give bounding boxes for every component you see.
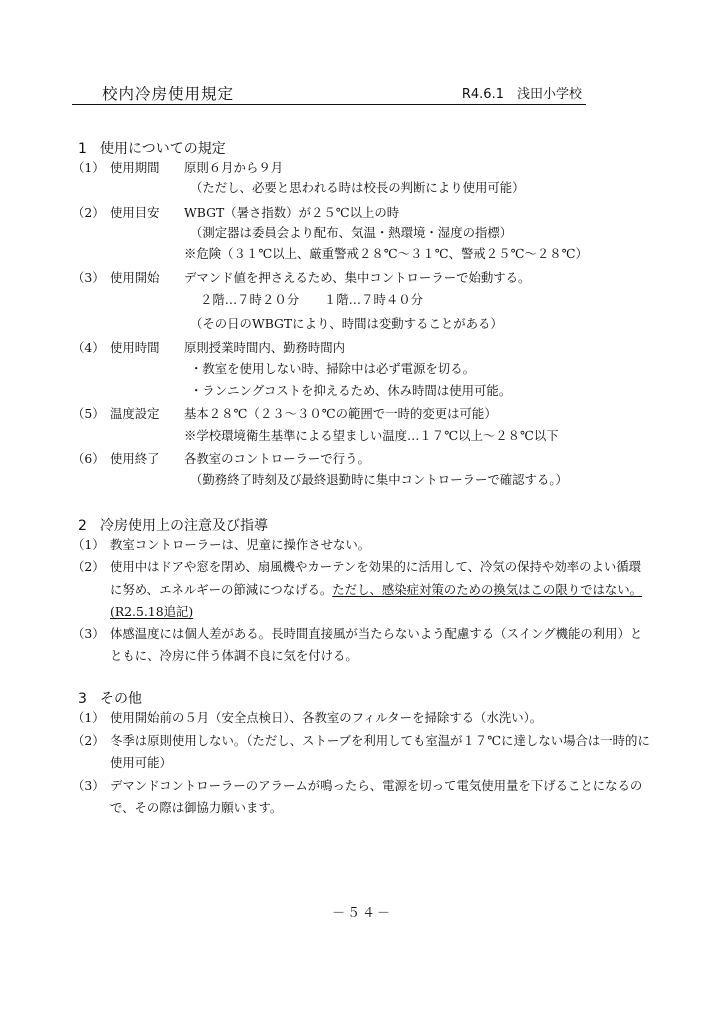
item-text: で、その際は御協力願います。 xyxy=(110,800,283,815)
item-label: 使用期間 xyxy=(110,160,160,175)
item-number: （1） xyxy=(72,537,105,552)
item-subtext: （ただし、必要と思われる時は校長の判断により使用可能） xyxy=(190,180,525,195)
item-text: 使用開始前の５月（安全点検日）、各教室のフィルターを掃除する（水洗い）。 xyxy=(110,710,543,725)
item-text: 体感温度には個人差がある。長時間直接風が当たらないよう配慮する（スイング機能の利用）と xyxy=(110,626,643,641)
item-subtext: ※学校環境衛生基準による望ましい温度…１７℃以上～２８℃以下 xyxy=(184,428,559,443)
section-number: 2 xyxy=(78,518,87,534)
item-text: 原則授業時間内、勤務時間内 xyxy=(184,340,346,355)
item-text: 教室コントローラーは、児童に操作させない。 xyxy=(110,537,371,552)
section-number: 1 xyxy=(78,141,87,157)
item-number: （3） xyxy=(72,626,105,641)
item-text: デマンド値を押さえるため、集中コントローラーで始動する。 xyxy=(184,270,531,285)
underlined-note: ただし、感染症対策のための換気はこの限りではない。 xyxy=(332,582,643,597)
item-subtext: ・教室を使用しない時、掃除中は必ず電源を切る。 xyxy=(190,361,475,376)
item-text: 原則６月から９月 xyxy=(184,160,284,175)
item-text: 使用可能） xyxy=(110,755,172,770)
item-subtext: （勤務終了時刻及び最終退勤時に集中コントローラーで確認する。） xyxy=(190,472,568,487)
document-header xyxy=(72,80,586,105)
item-text: 冬季は原則使用しない。（ただし、ストーブを利用しても室温が１７℃に達しない場合は一時的に xyxy=(110,733,650,748)
item-subtext: （測定器は委員会より配布、気温・熱環境・湿度の指標） xyxy=(190,225,513,240)
item-number: （3） xyxy=(72,270,105,285)
item-text: 各教室のコントローラーで行う。 xyxy=(184,451,370,466)
item-number: （6） xyxy=(72,451,105,466)
section-number: 3 xyxy=(78,691,87,707)
item-subtext: （その日のWBGTにより、時間は変動することがある） xyxy=(190,316,503,331)
item-text: に努め、エネルギーの節減につなげる。 xyxy=(110,582,333,597)
item-subtext: ・ランニングコストを抑えるため、休み時間は使用可能。 xyxy=(190,383,512,398)
item-label: 使用開始 xyxy=(110,270,160,285)
item-number: （1） xyxy=(72,710,105,725)
item-number: （4） xyxy=(72,340,105,355)
item-text: 使用中はドアや窓を閉め、扇風機やカーテンを効果的に活用して、冷気の保持や効率のよい循環 xyxy=(110,559,642,574)
item-text: デマンドコントローラーのアラームが鳴ったら、電源を切って電気使用量を下げることになるの xyxy=(110,778,643,793)
item-text: 基本２８℃（２３～３０℃の範囲で一時的変更は可能） xyxy=(184,406,497,421)
item-number: （1） xyxy=(72,160,105,175)
item-text: ともに、冷房に伴う体調不良に気を付ける。 xyxy=(110,648,358,663)
item-label: 使用目安 xyxy=(110,205,160,220)
item-number: （3） xyxy=(72,778,105,793)
section-3-heading xyxy=(78,688,142,708)
page-number: －５４－ xyxy=(331,906,392,921)
item-label: 使用終了 xyxy=(110,451,160,466)
item-subtext: ※危険（３１℃以上、厳重警戒２８℃～３１℃、警戒２５℃～２８℃） xyxy=(184,246,588,261)
document-title: 校内冷房使用規定 xyxy=(102,85,235,103)
section-title: 冷房使用上の注意及び指導 xyxy=(100,518,268,534)
section-1-heading xyxy=(78,138,226,158)
item-number: （2） xyxy=(72,733,105,748)
date-and-school: R4.6.1 浅田小学校 xyxy=(461,87,582,102)
item-number: （2） xyxy=(72,205,105,220)
section-2-heading xyxy=(78,515,268,535)
item-label: 使用時間 xyxy=(110,340,160,355)
revision-note: (R2.5.18追記) xyxy=(110,604,194,619)
section-title: その他 xyxy=(100,691,142,707)
item-text: WBGT（暑さ指数）が２５℃以上の時 xyxy=(184,205,400,220)
item-subtext: ２階…７時２０分 １階…７時４０分 xyxy=(200,292,424,307)
item-number: （5） xyxy=(72,406,105,421)
item-label: 温度設定 xyxy=(110,406,160,421)
item-number: （2） xyxy=(72,559,105,574)
section-title: 使用についての規定 xyxy=(100,141,226,157)
